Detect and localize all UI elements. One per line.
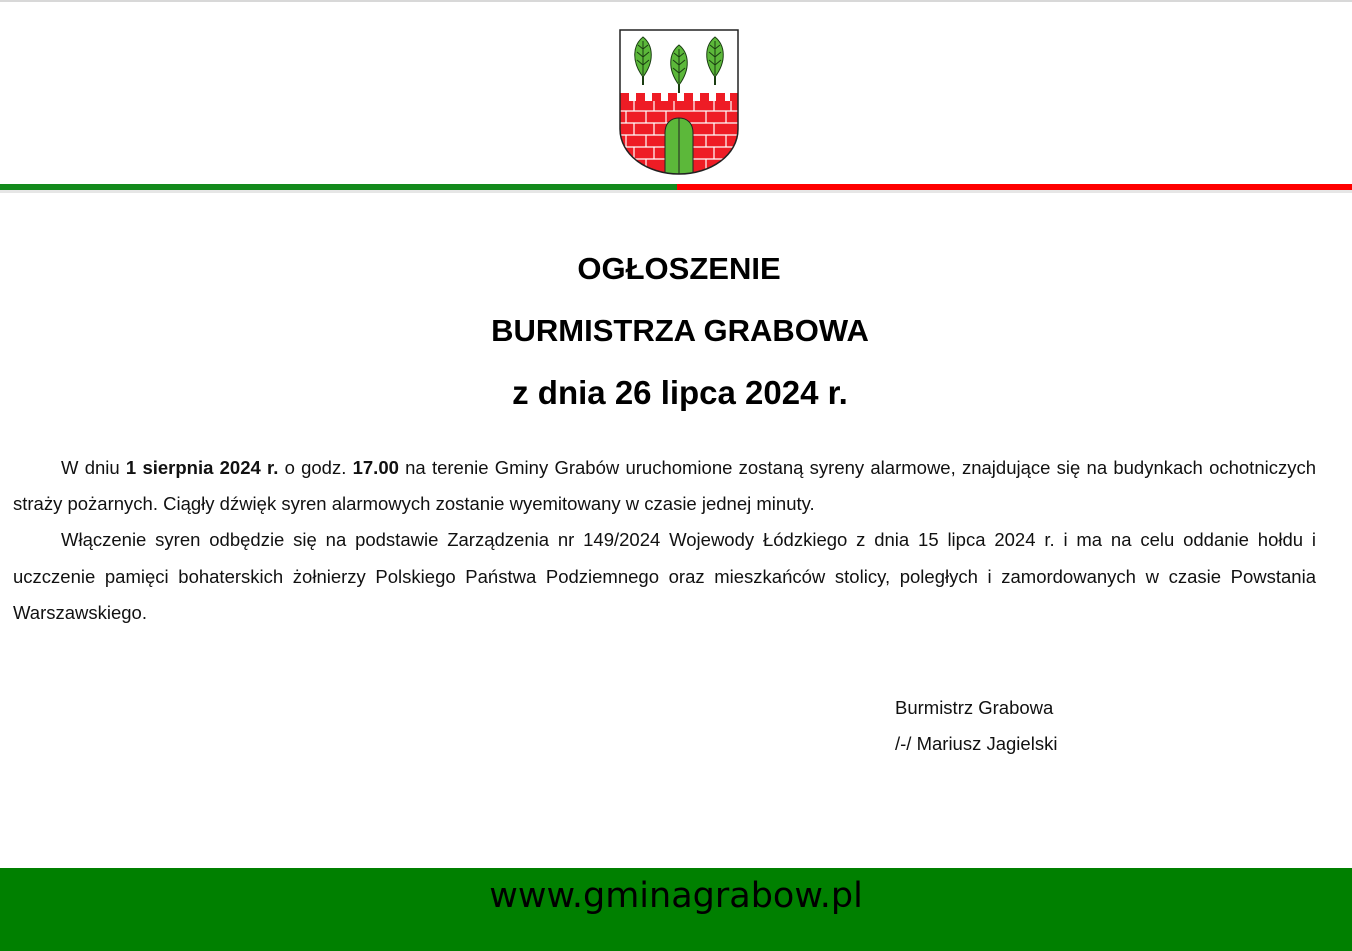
siren-time: 17.00: [352, 457, 399, 478]
paragraph-1: [13, 450, 1316, 522]
announcement-issuer: BURMISTRZA GRABOWA: [491, 313, 869, 348]
header-stripe-shadow: [0, 190, 1352, 193]
announcement-date: z dnia 26 lipca 2024 r.: [512, 374, 848, 411]
coat-of-arms-icon: [619, 29, 739, 175]
signature-title: Burmistrz Grabowa: [895, 697, 1054, 718]
website-url: www.gminagrabow.pl: [489, 876, 863, 916]
paragraph-2: Włączenie syren odbędzie się na podstawie Zarządzenia nr 149/2024 Wojewody Łódzkiego z dnia 15 lipca 2024 r. i ma na celu oddanie hołdu i uczczenie pamięci bohaterskich żołnierzy Polskiego Państwa Podziemnego oraz mieszkańców stolicy, poległych i zamordowanych w czasie Powstania Warszawskiego.: [13, 529, 1316, 623]
announcement-body: [13, 450, 1316, 631]
para1-prefix: W dniu: [61, 457, 126, 478]
para1-mid: o godz.: [278, 457, 353, 478]
siren-date: 1 sierpnia 2024 r.: [125, 457, 279, 478]
signature-name: /-/ Mariusz Jagielski: [895, 733, 1058, 754]
top-rule: [0, 0, 1352, 2]
announcement-title: OGŁOSZENIE: [577, 251, 781, 286]
para1-rest: na terenie Gminy Grabów uruchomione zostaną syreny alarmowe, znajdujące się na budynkach ochotniczych straży pożarnych. Ciągły dźwięk syren alarmowych zostanie wyemitowany w czasie jednej minuty.: [13, 457, 1317, 515]
